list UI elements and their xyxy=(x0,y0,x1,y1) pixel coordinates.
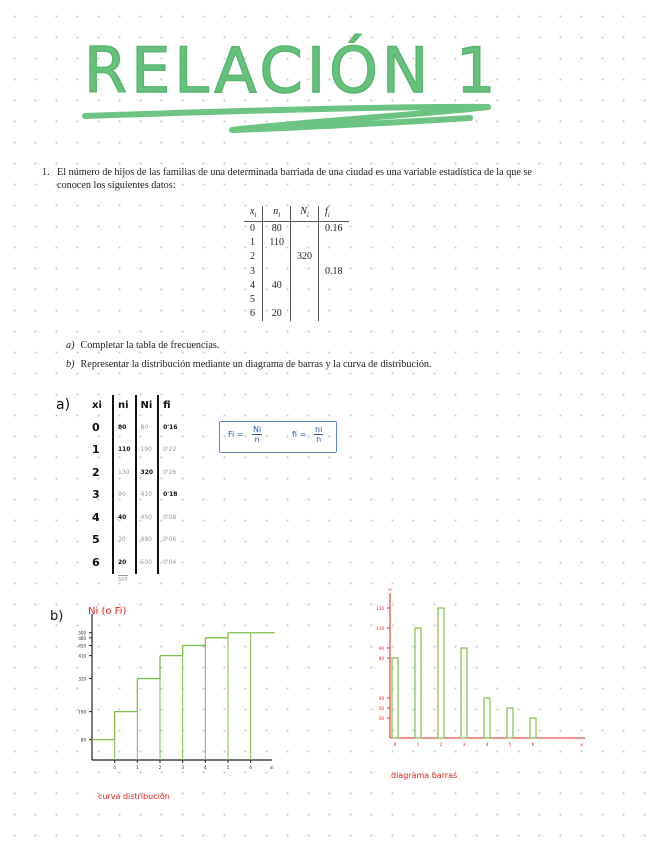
hw-table-cell: 500 xyxy=(136,551,159,574)
given-table-cell: 320 xyxy=(291,250,319,264)
y-tick-label: 450 xyxy=(78,643,86,649)
hw-table-cell: 0'06 xyxy=(158,529,181,552)
problem-text: El número de hijos de las familias de una determinada barriada de una ciudad es una variable estadística de la que se conocen los siguientes datos: xyxy=(57,167,532,191)
x-tick-label: 3 xyxy=(181,765,184,770)
page-title: RELACIÓN 1 xyxy=(84,34,500,107)
x-tick-label: 6 xyxy=(531,742,535,747)
total-n: 500 xyxy=(118,577,128,583)
x-tick-label: 2 xyxy=(158,765,162,770)
bar xyxy=(507,708,513,738)
given-table-cell: 5 xyxy=(250,294,255,306)
given-table-row xyxy=(244,222,349,237)
given-table-cell xyxy=(319,279,349,293)
hw-table-row xyxy=(88,551,181,574)
hw-table-row xyxy=(88,461,181,484)
given-table-cell: 2 xyxy=(250,251,255,263)
y-tick-label: 480 xyxy=(78,635,86,641)
hw-table-cell: 2 xyxy=(92,465,100,479)
hw-table-cell: 0 xyxy=(92,420,100,434)
x-axis-label: xi xyxy=(580,742,584,747)
given-data-table xyxy=(244,206,349,321)
x-tick-label: 1 xyxy=(136,765,139,770)
given-table-cell: 1 xyxy=(250,237,255,249)
given-table-row xyxy=(244,250,349,264)
hw-table-cell: 80 xyxy=(136,416,159,439)
y-tick-label: 30 xyxy=(378,706,384,711)
hw-table-cell: 0'04 xyxy=(158,551,181,574)
title-banner xyxy=(0,0,656,150)
given-table-cell xyxy=(263,293,291,307)
part-a: a) Completar la tabla de frecuencias. xyxy=(66,340,220,351)
given-table-cell: 0.18 xyxy=(319,265,349,279)
given-table-cell xyxy=(291,279,319,293)
bar xyxy=(530,718,536,738)
hw-table-row xyxy=(88,529,181,552)
bar-caption: diagrama barras xyxy=(391,771,458,780)
given-table-cell xyxy=(291,265,319,279)
hw-table-cell: 6 xyxy=(92,555,100,569)
bar xyxy=(415,628,421,738)
hw-table-cell: 1 xyxy=(92,443,100,457)
hw-table-cell: 130 xyxy=(113,461,136,484)
problem-number: 1. xyxy=(42,167,50,178)
given-table-cell: 0 xyxy=(250,223,255,234)
y-tick-label: 80 xyxy=(378,656,384,661)
x-tick-label: 2 xyxy=(439,742,443,747)
hw-table-cell: 80 xyxy=(113,416,136,439)
header-xi: $x_i$ xyxy=(244,206,263,222)
y-tick-label: 130 xyxy=(376,606,384,611)
hw-table-cell: 3 xyxy=(92,488,100,502)
y-tick-label: 320 xyxy=(78,676,86,682)
hw-header-ni: ni xyxy=(113,395,136,416)
hw-table-row xyxy=(88,484,181,507)
title-underline xyxy=(85,107,488,130)
bar xyxy=(484,698,490,738)
y-tick-label: 20 xyxy=(378,716,384,721)
given-table-row xyxy=(244,265,349,279)
hw-table-cell: 20 xyxy=(113,551,136,574)
hw-table-cell: 190 xyxy=(136,439,159,462)
hw-table-cell: 0'22 xyxy=(158,439,181,462)
hw-table-cell: 5 xyxy=(92,533,100,547)
x-tick-label: 3 xyxy=(462,742,466,747)
formula-fraction-2: $\frac{ni}{n}$ xyxy=(315,425,323,444)
bar xyxy=(392,658,398,738)
y-tick-label: 190 xyxy=(78,709,86,715)
hw-table-cell: 480 xyxy=(136,529,159,552)
given-table-cell: 4 xyxy=(250,279,255,291)
problem-parts xyxy=(66,336,432,374)
formula-lhs-2: fi = xyxy=(292,430,307,439)
y-tick-label: 90 xyxy=(378,646,384,651)
given-table-cell xyxy=(319,236,349,250)
hw-table-cell: 0'16 xyxy=(158,416,181,439)
curve-y-label: Ni (o Fi) xyxy=(88,606,127,617)
hw-table-row xyxy=(88,439,181,462)
given-table-cell xyxy=(319,250,349,264)
given-table-cell xyxy=(263,265,291,279)
y-tick-label: 500 xyxy=(78,630,86,636)
hw-table-cell: 320 xyxy=(136,461,159,484)
hw-table-cell: 110 xyxy=(113,439,136,462)
given-table-cell: 20 xyxy=(263,307,291,321)
given-table-row xyxy=(244,279,349,293)
x-tick-label: 5 xyxy=(226,765,230,770)
given-table-cell xyxy=(319,307,349,321)
hw-table-cell: 4 xyxy=(92,510,100,524)
x-tick-label: 0 xyxy=(113,765,116,770)
answer-a-label: a) xyxy=(56,397,71,413)
formula-fraction-1: $\frac{Ni}{n}$ xyxy=(253,425,262,444)
given-table-cell: 6 xyxy=(250,308,255,320)
x-tick-label: 4 xyxy=(204,765,207,770)
given-table-cell xyxy=(291,236,319,250)
hw-table-cell: 40 xyxy=(113,506,136,529)
x-axis-label: xi xyxy=(270,765,274,770)
hw-table-cell: 450 xyxy=(136,506,159,529)
y-tick-label: 40 xyxy=(378,696,384,701)
header-ni: $n_i$ xyxy=(263,206,291,222)
x-tick-label: 4 xyxy=(485,742,489,747)
hw-header-fi: fi xyxy=(158,395,181,416)
hw-table-row xyxy=(88,416,181,439)
hw-table-cell: 0'08 xyxy=(158,506,181,529)
given-table-cell xyxy=(291,307,319,321)
given-table-cell: 3 xyxy=(250,265,255,277)
y-axis-label: ni xyxy=(388,587,392,592)
given-table-cell xyxy=(319,293,349,307)
given-table-cell: 0.16 xyxy=(319,222,349,237)
given-table-row xyxy=(244,236,349,250)
x-tick-label: 6 xyxy=(249,765,252,770)
bar-diagram-chart xyxy=(360,585,590,765)
completed-frequency-table xyxy=(88,395,181,574)
given-table-row xyxy=(244,293,349,307)
hw-table-cell: 410 xyxy=(136,484,159,507)
curve-caption: curva distribución xyxy=(98,792,170,801)
hw-header-Ni: Ni xyxy=(136,395,159,416)
x-tick-label: 5 xyxy=(508,742,512,747)
y-tick-label: 80 xyxy=(80,737,86,743)
distribution-curve-chart xyxy=(60,600,280,780)
given-table-cell: 80 xyxy=(263,222,291,237)
formula-box xyxy=(219,421,337,453)
given-table-cell xyxy=(291,293,319,307)
hw-table-cell: 0'18 xyxy=(158,484,181,507)
hw-table-cell: 90 xyxy=(113,484,136,507)
formula-lhs-1: Fi = xyxy=(228,430,244,439)
y-tick-label: 110 xyxy=(376,626,384,631)
given-table-cell: 110 xyxy=(263,236,291,250)
header-fi: $f_i$ xyxy=(319,206,349,222)
x-tick-label: 0 xyxy=(393,742,397,747)
hw-table-row xyxy=(88,506,181,529)
hw-table-cell: 0'26 xyxy=(158,461,181,484)
header-Ni: $N_i$ xyxy=(291,206,319,222)
x-tick-label: 1 xyxy=(416,742,420,747)
part-b: b) Representar la distribución mediante un diagrama de barras y la curva de distribución. xyxy=(66,359,432,370)
given-table-cell xyxy=(291,222,319,237)
hw-header-xi: xi xyxy=(92,399,102,411)
given-table-cell: 40 xyxy=(263,279,291,293)
hw-table-cell: 30 xyxy=(113,529,136,552)
y-tick-label: 410 xyxy=(78,653,86,659)
bar xyxy=(438,608,444,738)
given-table-cell xyxy=(263,250,291,264)
answer-b-label: b) xyxy=(50,609,64,624)
bar xyxy=(461,648,467,738)
given-table-row xyxy=(244,307,349,321)
